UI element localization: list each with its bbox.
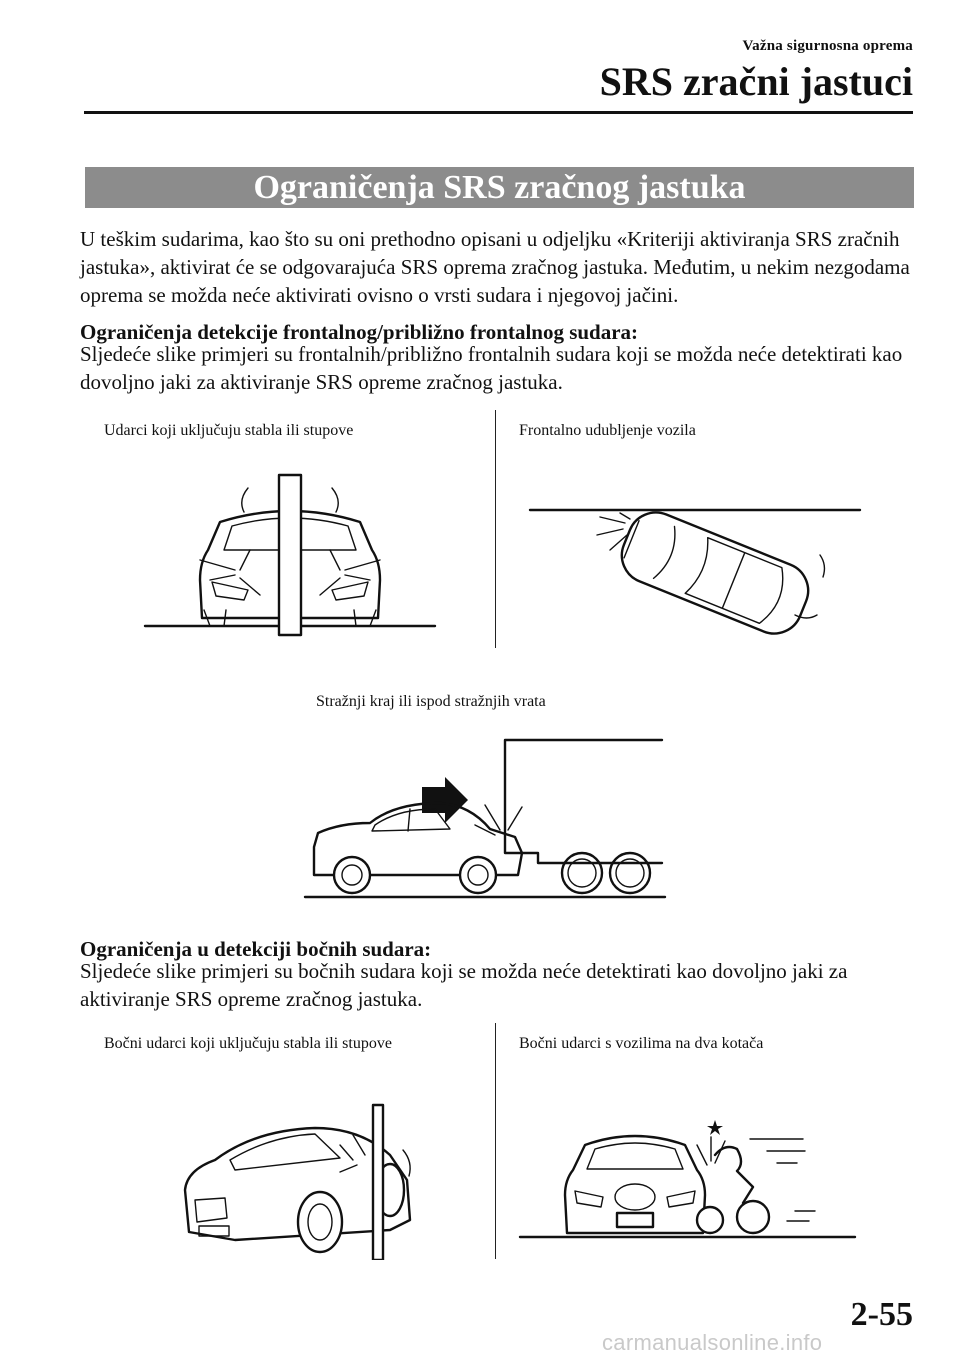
page-number: 2-55 bbox=[850, 1296, 913, 1333]
figure-divider-side bbox=[495, 1023, 496, 1259]
page-title: SRS zračni jastuci bbox=[599, 59, 913, 104]
frontal-dent-illustration bbox=[525, 495, 865, 645]
section-banner: Ograničenja SRS zračnog jastuka bbox=[85, 167, 914, 208]
caption-pole-impact: Udarci koji uključuju stabla ili stupove bbox=[104, 422, 354, 439]
caption-side-pole: Bočni udarci koji uključuju stabla ili stupove bbox=[104, 1035, 392, 1052]
header-divider bbox=[84, 111, 913, 114]
caption-side-motorcycle: Bočni udarci s vozilima na dva kotača bbox=[519, 1035, 764, 1052]
side-heading: Ograničenja u detekciji bočnih sudara: bbox=[80, 937, 432, 961]
watermark: carmanualsonline.info bbox=[602, 1330, 823, 1355]
caption-rear-underride: Stražnji kraj ili ispod stražnjih vrata bbox=[316, 693, 546, 710]
rear-underride-illustration bbox=[300, 735, 670, 905]
side-motorcycle-illustration bbox=[515, 1115, 860, 1245]
pole-impact-illustration bbox=[140, 470, 440, 640]
section-label: Važna sigurnosna oprema bbox=[742, 38, 913, 54]
caption-frontal-dent: Frontalno udubljenje vozila bbox=[519, 422, 696, 439]
intro-paragraph: U teškim sudarima, kao što su oni prethodno opisani u odjeljku «Kriteriji aktiviranja SRS zračnih jastuka», aktivirat će se odgovarajuća SRS oprema zračnog jastuka. Međutim, u nekim nezgodama oprema se možda neće aktivirati ovisno o vrsti sudara i njegovoj jačini. bbox=[80, 227, 910, 307]
figure-divider bbox=[495, 410, 496, 648]
frontal-heading: Ograničenja detekcije frontalnog/približno frontalnog sudara: bbox=[80, 320, 639, 344]
frontal-body: Sljedeće slike primjeri su frontalnih/približno frontalnih sudara koji se možda neće detektirati kao dovoljno jaki za aktiviranje SRS opreme zračnog jastuka. bbox=[80, 342, 903, 394]
side-body: Sljedeće slike primjeri su bočnih sudara koji se možda neće detektirati kao dovoljno jaki za aktiviranje SRS opreme zračnog jastuka. bbox=[80, 959, 848, 1011]
side-pole-illustration bbox=[175, 1100, 425, 1260]
